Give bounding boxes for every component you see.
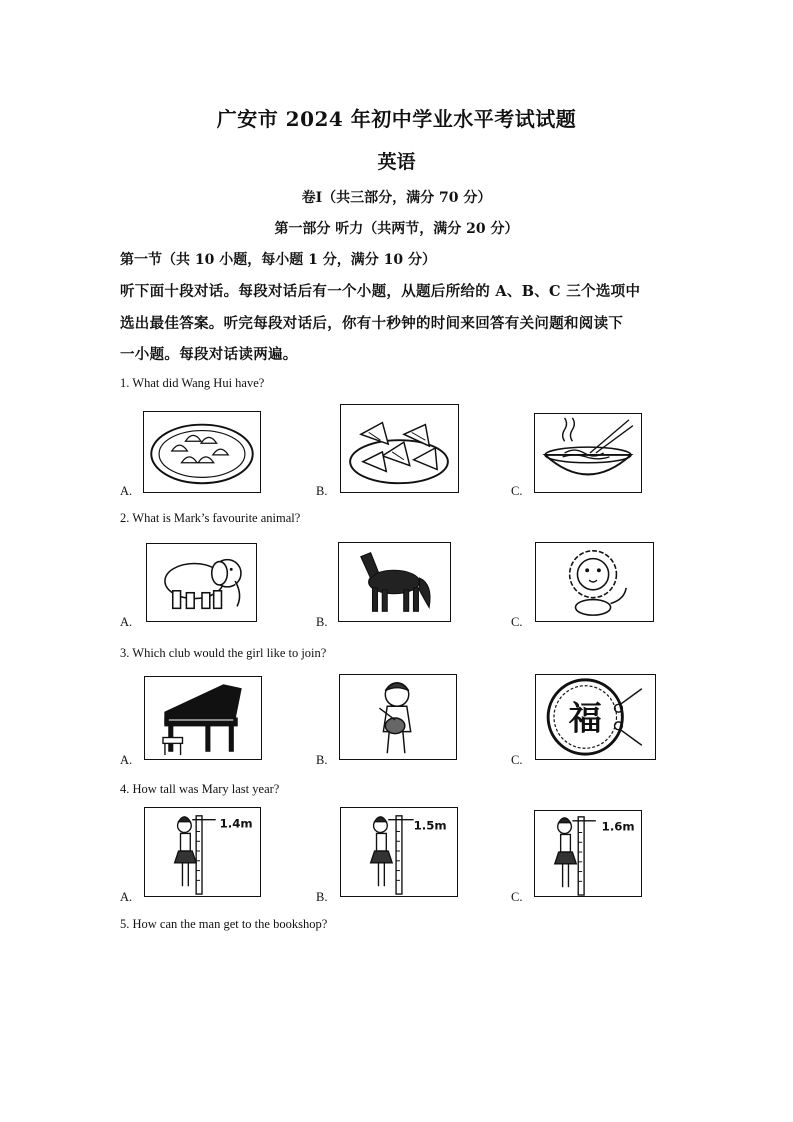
option-label: A. — [120, 484, 133, 498]
paper-cutting-icon[interactable] — [535, 674, 656, 760]
zongzi-icon[interactable] — [340, 404, 459, 493]
height-label-c: 1.6m — [601, 819, 635, 834]
fu-character: 福 — [568, 698, 602, 738]
option-label: C. — [511, 615, 523, 629]
piano-icon[interactable] — [144, 676, 262, 760]
elephant-icon[interactable] — [146, 543, 257, 622]
exam-title: 广安市 2024 年初中学业水平考试试题 — [216, 107, 577, 131]
instruction-line-3: 一小题。每段对话读两遍。 — [120, 346, 298, 363]
section-heading: 第一节（共 10 小题，每小题 1 分，满分 10 分） — [120, 252, 436, 268]
question-5: 5. How can the man get to the bookshop? — [120, 917, 328, 931]
volume-heading: 卷Ⅰ（共三部分，满分 70 分） — [301, 190, 492, 206]
option-label: C. — [511, 890, 523, 904]
option-label: A. — [120, 890, 133, 904]
option-label: A. — [120, 615, 133, 629]
height-label-a: 1.4m — [219, 816, 253, 831]
height-chart-a[interactable] — [144, 807, 261, 897]
instruction-line-1: 听下面十段对话。每段对话后有一个小题，从题后所给的 A、B、C 三个选项中 — [120, 283, 641, 300]
option-label: B. — [316, 615, 328, 629]
option-label: C. — [511, 484, 523, 498]
height-label-b: 1.5m — [413, 818, 447, 833]
question-4: 4. How tall was Mary last year? — [120, 782, 280, 796]
height-chart-b[interactable] — [340, 807, 458, 897]
noodles-icon[interactable] — [534, 413, 642, 493]
lion-icon[interactable] — [535, 542, 654, 622]
question-2: 2. What is Mark’s favourite animal? — [120, 511, 301, 525]
height-chart-c[interactable] — [534, 810, 642, 897]
option-label: A. — [120, 753, 133, 767]
part-heading: 第一部分 听力（共两节，满分 20 分） — [274, 221, 519, 237]
option-label: C. — [511, 753, 523, 767]
dumplings-icon[interactable] — [143, 411, 261, 493]
question-1: 1. What did Wang Hui have? — [120, 376, 265, 390]
subject-title: 英语 — [377, 151, 416, 173]
horse-icon[interactable] — [338, 542, 451, 622]
option-label: B. — [316, 890, 328, 904]
option-label: B. — [316, 484, 328, 498]
question-3: 3. Which club would the girl like to join? — [120, 646, 327, 660]
guitar-girl-icon[interactable] — [339, 674, 457, 760]
option-label: B. — [316, 753, 328, 767]
instruction-line-2: 选出最佳答案。听完每段对话后，你有十秒钟的时间来回答有关问题和阅读下 — [120, 315, 624, 332]
